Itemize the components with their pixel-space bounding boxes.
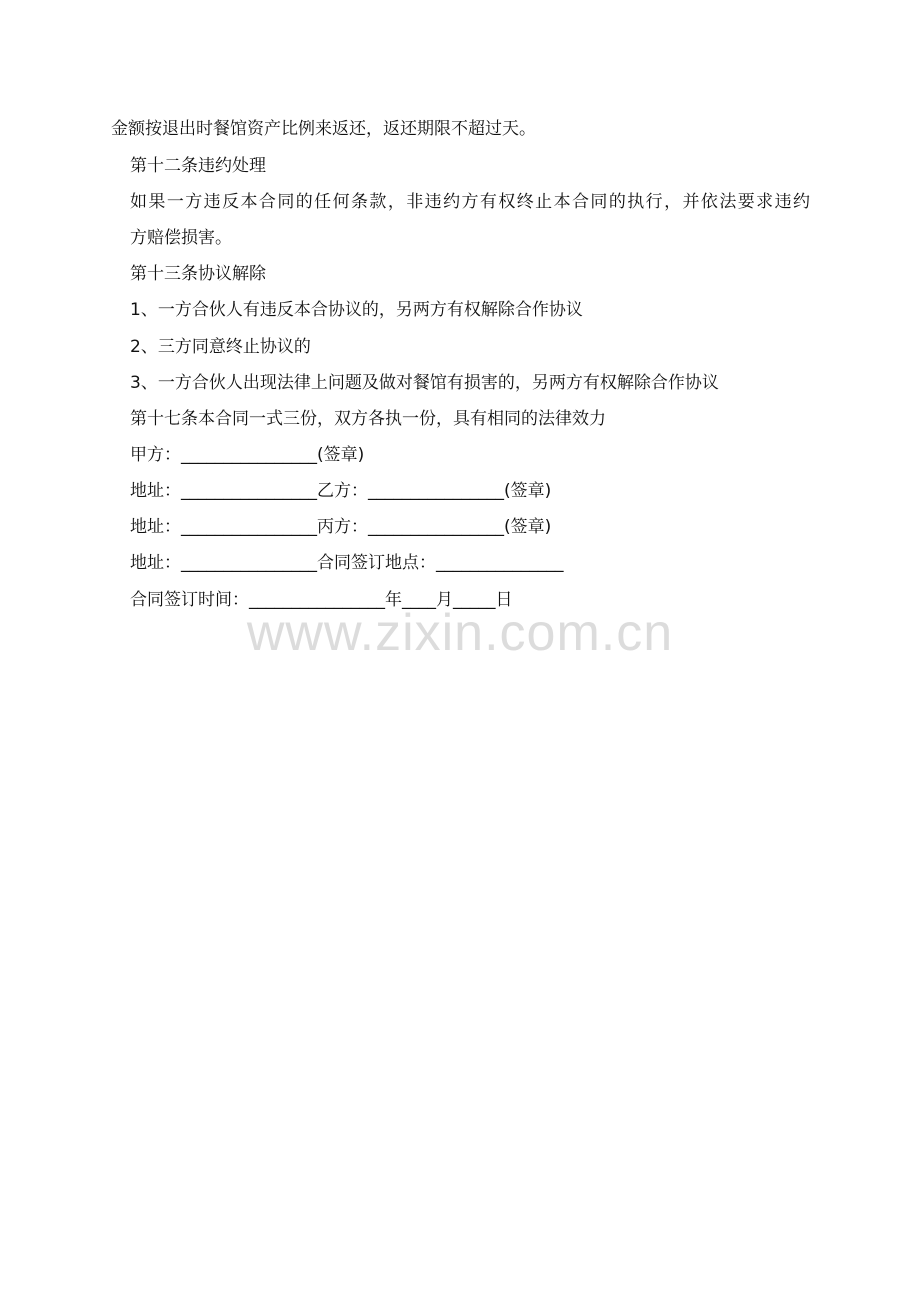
list-item-termination-1: 1、一方合伙人有违反本合协议的，另两方有权解除合作协议	[130, 300, 583, 320]
list-item-termination-3: 3、一方合伙人出现法律上问题及做对餐馆有损害的，另两方有权解除合作协议	[130, 373, 719, 393]
list-item-termination-2: 2、三方同意终止协议的	[130, 337, 311, 357]
heading-article-13: 第十三条协议解除	[130, 264, 266, 284]
text-line-refund-terms: 金额按退出时餐馆资产比例来返还，返还期限不超过天。	[111, 119, 536, 139]
signature-line-party-a: 甲方：________________(签章)	[130, 445, 365, 465]
signature-line-party-b: 地址：________________乙方：________________(签章)	[130, 481, 552, 501]
text-line-breach-compensation: 方赔偿损害。	[130, 228, 232, 248]
watermark: www.zixin.com.cn	[246, 604, 674, 662]
signature-line-signing-date: 合同签订时间：________________年____月_____日	[130, 590, 513, 610]
text-line-breach-clause: 如果一方违反本合同的任何条款，非违约方有权终止本合同的执行，并依法要求违约	[130, 192, 810, 212]
signature-line-signing-place: 地址：________________合同签订地点：_______________	[130, 553, 564, 573]
heading-article-12: 第十二条违约处理	[130, 156, 266, 176]
signature-line-party-c: 地址：________________丙方：________________(签章)	[130, 517, 552, 537]
heading-article-17: 第十七条本合同一式三份，双方各执一份，具有相同的法律效力	[130, 409, 606, 429]
